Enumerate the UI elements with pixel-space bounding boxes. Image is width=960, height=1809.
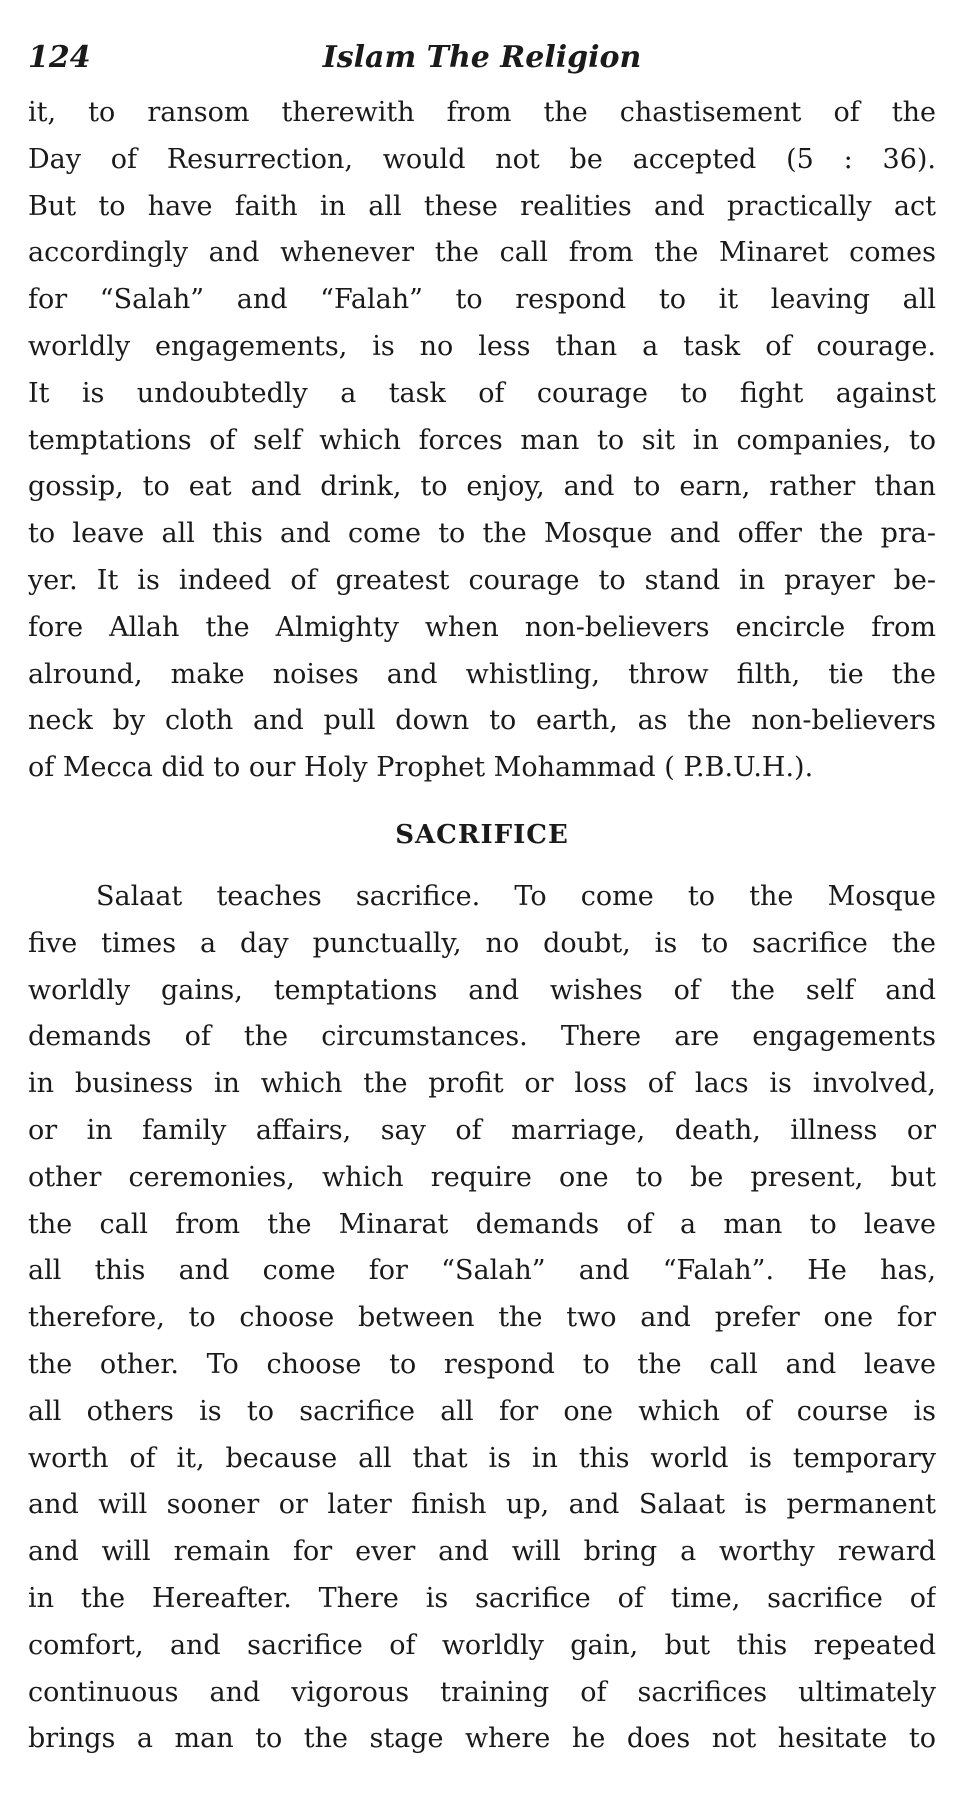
text-line: and will sooner or later finish up, and Salaat is permanent — [28, 1489, 936, 1521]
paragraph-sacrifice — [28, 874, 936, 1763]
text-line: other ceremonies, which require one to be present, but — [28, 1161, 936, 1193]
text-line: the other. To choose to respond to the call and leave — [28, 1348, 936, 1380]
text-line: to leave all this and come to the Mosque and offer the pra- — [28, 518, 936, 550]
text-line: continuous and vigorous training of sacrifices ultimately — [28, 1676, 936, 1708]
text-line: all others is to sacrifice all for one which of course is — [28, 1395, 936, 1427]
running-title: Islam The Religion — [322, 40, 642, 75]
text-line: accordingly and whenever the call from the Minaret comes — [28, 237, 936, 269]
section-heading: SACRIFICE — [395, 819, 569, 850]
book-page — [28, 40, 936, 1763]
text-line: yer. It is indeed of greatest courage to stand in prayer be- — [28, 564, 936, 596]
text-line: in the Hereafter. There is sacrifice of time, sacrifice of — [28, 1582, 936, 1614]
paragraph-intro — [28, 90, 936, 792]
text-line: it, to ransom therewith from the chastisement of the — [28, 97, 936, 128]
text-line: or in family affairs, say of marriage, death, illness or — [28, 1114, 936, 1146]
text-line: temptations of self which forces man to sit in companies, to — [28, 424, 936, 456]
text-line: fore Allah the Almighty when non-believers encircle from — [28, 611, 936, 643]
text-line: of Mecca did to our Holy Prophet Mohammad ( P.B.U.H.). — [28, 752, 814, 784]
text-line: It is undoubtedly a task of courage to fight against — [28, 377, 936, 409]
text-line: neck by cloth and pull down to earth, as the non-believers — [28, 705, 936, 737]
text-line: Day of Resurrection, would not be accepted (5 : 36). — [28, 143, 936, 175]
text-line: five times a day punctually, no doubt, is to sacrifice the — [28, 927, 936, 959]
text-line: for “Salah” and “Falah” to respond to it leaving all — [28, 284, 936, 316]
text-line: worldly engagements, is no less than a task of courage. — [28, 330, 936, 362]
text-line: worldly gains, temptations and wishes of the self and — [28, 974, 936, 1006]
text-line: the call from the Minarat demands of a man to leave — [28, 1208, 936, 1240]
text-line: gossip, to eat and drink, to enjoy, and to earn, rather than — [28, 471, 936, 503]
page-number: 124 — [28, 40, 91, 75]
text-line: all this and come for “Salah” and “Falah”. He has, — [28, 1255, 936, 1287]
text-line: comfort, and sacrifice of worldly gain, but this repeated — [28, 1629, 936, 1661]
text-line: demands of the circumstances. There are engagements — [28, 1021, 936, 1053]
text-line: and will remain for ever and will bring a worthy reward — [28, 1536, 936, 1568]
text-line: brings a man to the stage where he does not hesitate to — [28, 1723, 936, 1755]
text-line: in business in which the profit or loss of lacs is involved, — [28, 1068, 936, 1100]
text-line: Salaat teaches sacrifice. To come to the Mosque — [96, 880, 936, 912]
text-line: alround, make noises and whistling, throw filth, tie the — [28, 658, 936, 690]
text-line: worth of it, because all that is in this world is temporary — [28, 1442, 936, 1474]
page-header — [28, 40, 936, 90]
text-line: therefore, to choose between the two and prefer one for — [28, 1302, 936, 1334]
text-line: But to have faith in all these realities and practically act — [28, 190, 936, 222]
